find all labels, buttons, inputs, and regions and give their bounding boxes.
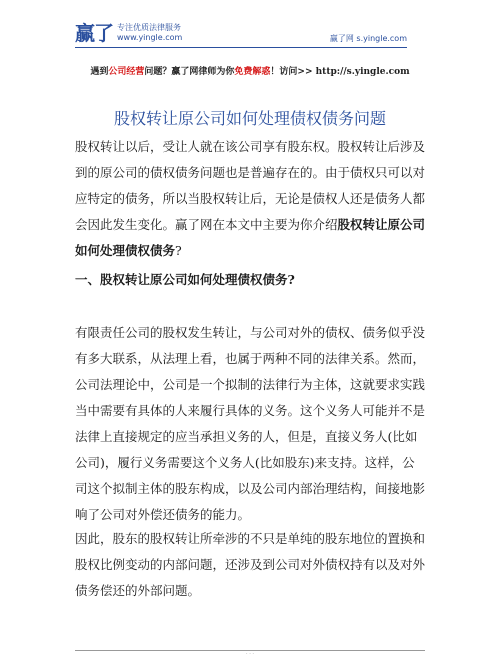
site-logo[interactable] <box>75 22 182 44</box>
document-header <box>0 0 500 56</box>
logo-url: www.yingle.com <box>117 33 183 42</box>
banner-highlight-1: 公司经营 <box>108 67 145 77</box>
intro-paragraph <box>75 134 427 264</box>
banner-text-2: 问题？赢了网律师为你 <box>144 67 235 77</box>
banner-text-1: 遇到 <box>90 67 109 77</box>
header-divider <box>75 47 407 48</box>
header-site-link[interactable]: 赢了网 s.yingle.com <box>329 34 407 43</box>
intro-end: ? <box>175 243 182 258</box>
banner-highlight-2: 免费解惑 <box>234 67 271 77</box>
logo-text <box>117 23 182 43</box>
logo-mark: 赢了 <box>75 21 113 45</box>
promo-banner[interactable] <box>0 64 500 77</box>
logo-slogan: 专注优质法律服务 <box>117 23 181 32</box>
section1-paragraph-2: 因此，股东的股权转让所牵涉的不只是单纯的股东地位的置换和股权比例变动的内部问题，还涉及到公司对外债权持有以及对外债务偿还的外部问题。 <box>75 531 426 598</box>
banner-text-3: ！访问>> http://s.yingle.com <box>270 67 410 77</box>
intro-bold-phrase: 股权转让原公司如何处理债权债务 <box>75 217 426 258</box>
intro-text: 股权转让以后，受让人就在该公司享有股东权。股权转让后涉及到的原公司的债权债务问题也是普遍存在的。由于债权只可以对应特定的债务，所以当股权转让后，无论是债权人还是债务人都会因此发生变化。赢了网在本文中主要为你介绍 <box>75 139 426 232</box>
section1-paragraph-1: 有限责任公司的股权发生转让，与公司对外的债权、债务似乎没有多大联系，从法理上看，也属于两种不同的法律关系。然而，公司法理论中，公司是一个拟制的法律行为主体，这就要求实践当中需要有具体的人来履行具体的义务。这个义务人可能并不是法律上直接规定的应当承担义务的人，但是，直接义务人(比如公司)，履行义务需要这个义务人(比如股东)来支持。这样，公司这个拟制主体的股东构成，以及公司内部治理结构，间接地影响了公司对外偿还债务的能力。 <box>75 325 426 522</box>
section-heading-1: 一、股权转让原公司如何处理债权债务? <box>75 272 295 287</box>
document-title: 股权转让原公司如何处理债权债务问题 <box>113 109 386 128</box>
footer-mark: · · · <box>246 651 254 657</box>
